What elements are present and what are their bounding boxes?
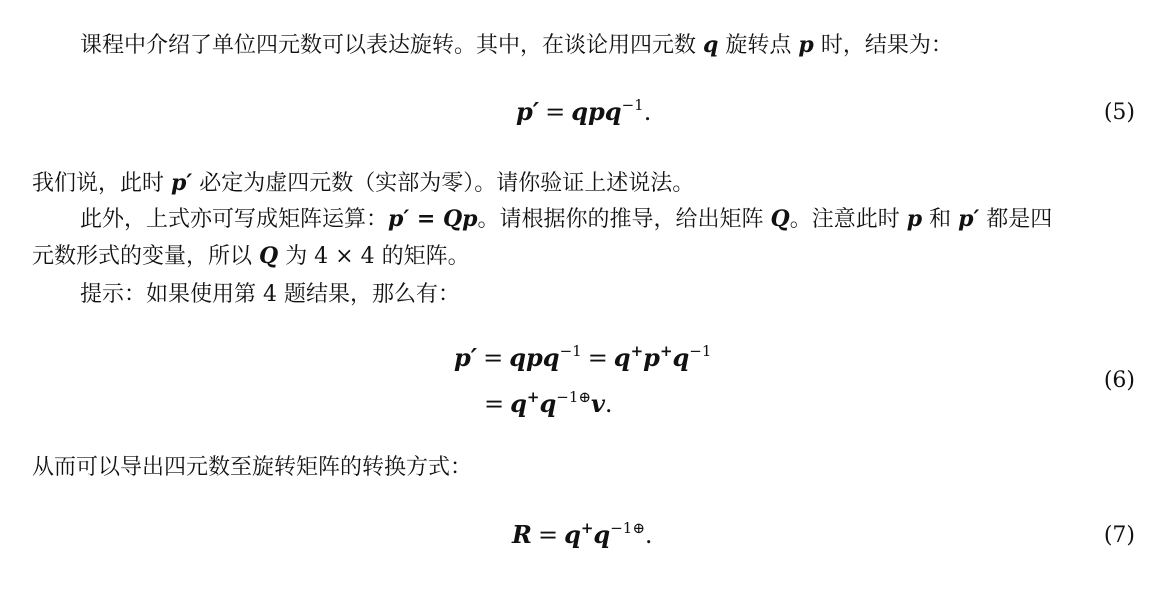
eq7-q-inv-oplus: q — [593, 520, 611, 549]
eq5-rhs: qpq — [571, 97, 622, 126]
eq6-equals-1: = — [483, 344, 504, 372]
paragraph-hint — [80, 282, 460, 308]
eq6-qpq: qpq — [509, 343, 560, 372]
equation-7 — [512, 521, 653, 549]
eq6-row2-v: v — [590, 389, 605, 418]
var-p: p — [906, 206, 923, 232]
paragraph-matrix-line2-a: 元数形式的变量，所以 — [32, 244, 253, 269]
eq5-rhs-sup: −1 — [621, 96, 644, 114]
paragraph-matrix-line2 — [32, 243, 470, 270]
equation-6-tag: (6) — [1103, 368, 1135, 393]
eq6-lhs: p′ — [454, 343, 478, 372]
eq6-qpq-sup: −1 — [559, 342, 582, 360]
equation-6-row1 — [454, 344, 711, 372]
paragraph-matrix-text-e: 都是四 — [986, 207, 1053, 232]
paragraph-matrix-line1 — [80, 206, 1052, 233]
var-p-prime: p′ — [171, 170, 193, 196]
paragraph-intro-text-a: 课程中介绍了单位四元数可以表达旋转。其中，在谈论用四元数 — [80, 33, 697, 58]
paragraph-claim — [32, 170, 694, 197]
eq6-row2-q-plus-sup: + — [526, 388, 540, 406]
var-q: q — [703, 32, 719, 58]
eq6-row2-q-inv-oplus-sup: −1⊕ — [556, 388, 591, 406]
paragraph-hint-text: 提示：如果使用第 4 题结果，那么有： — [80, 282, 460, 307]
paragraph-matrix-line2-b: 为 4 × 4 的矩阵。 — [285, 244, 470, 269]
paragraph-claim-text-a: 我们说，此时 — [32, 171, 165, 196]
eq5-equals: = — [545, 98, 566, 126]
paragraph-matrix-text-c: 。注意此时 — [789, 207, 900, 232]
paragraph-matrix-text-b: 。请根据你的推导，给出矩阵 — [477, 207, 764, 232]
paragraph-intro-text-b: 旋转点 — [725, 33, 792, 58]
eq7-end: . — [644, 521, 653, 549]
eq6-row2-end: . — [604, 390, 613, 418]
eq7-q-plus: q — [564, 520, 581, 549]
equation-5-tag: (5) — [1103, 100, 1135, 125]
eq6-row2-q-inv-oplus: q — [539, 389, 557, 418]
eq6-row2-q-plus: q — [510, 389, 527, 418]
equation-5 — [516, 98, 651, 126]
eq5-end: . — [643, 98, 652, 126]
var-p-prime: p′ — [958, 206, 980, 232]
paragraph-intro-text-c: 时，结果为： — [820, 33, 953, 58]
paragraph-matrix-text-a: 此外，上式亦可写成矩阵运算： — [80, 207, 389, 232]
var-Q: Q — [259, 243, 279, 269]
eq6-p-plus-sup: + — [659, 342, 673, 360]
eq7-lhs: R — [512, 520, 532, 549]
paragraph-conversion-text: 从而可以导出四元数至旋转矩阵的转换方式： — [32, 455, 473, 480]
eq7-q-plus-sup: + — [580, 519, 594, 537]
eq6-p-plus: p — [643, 343, 660, 372]
equation-6-row2 — [478, 390, 613, 418]
equation-7-tag: (7) — [1103, 523, 1135, 548]
eq7-equals: = — [537, 521, 559, 549]
eq6-q-plus-sup: + — [630, 342, 644, 360]
paragraph-conversion — [32, 455, 472, 481]
eq6-q-inv-sup: −1 — [689, 342, 712, 360]
var-Q: Q — [770, 206, 790, 232]
paragraph-matrix-text-d: 和 — [929, 207, 952, 232]
paragraph-claim-text-b: 必定为虚四元数（实部为零）。请你验证上述说法。 — [199, 171, 695, 196]
paragraph-intro — [80, 32, 953, 59]
expr-p-prime-eq-Qp: p′ = Qp — [388, 206, 478, 232]
eq6-equals-2: = — [587, 344, 608, 372]
eq6-q-inv: q — [672, 343, 690, 372]
eq6-row2-equals: = — [484, 390, 505, 418]
eq5-lhs: p′ — [516, 97, 540, 126]
eq7-q-inv-oplus-sup: −1⊕ — [610, 519, 645, 537]
eq6-q-plus: q — [613, 343, 631, 372]
var-p: p — [798, 32, 814, 58]
